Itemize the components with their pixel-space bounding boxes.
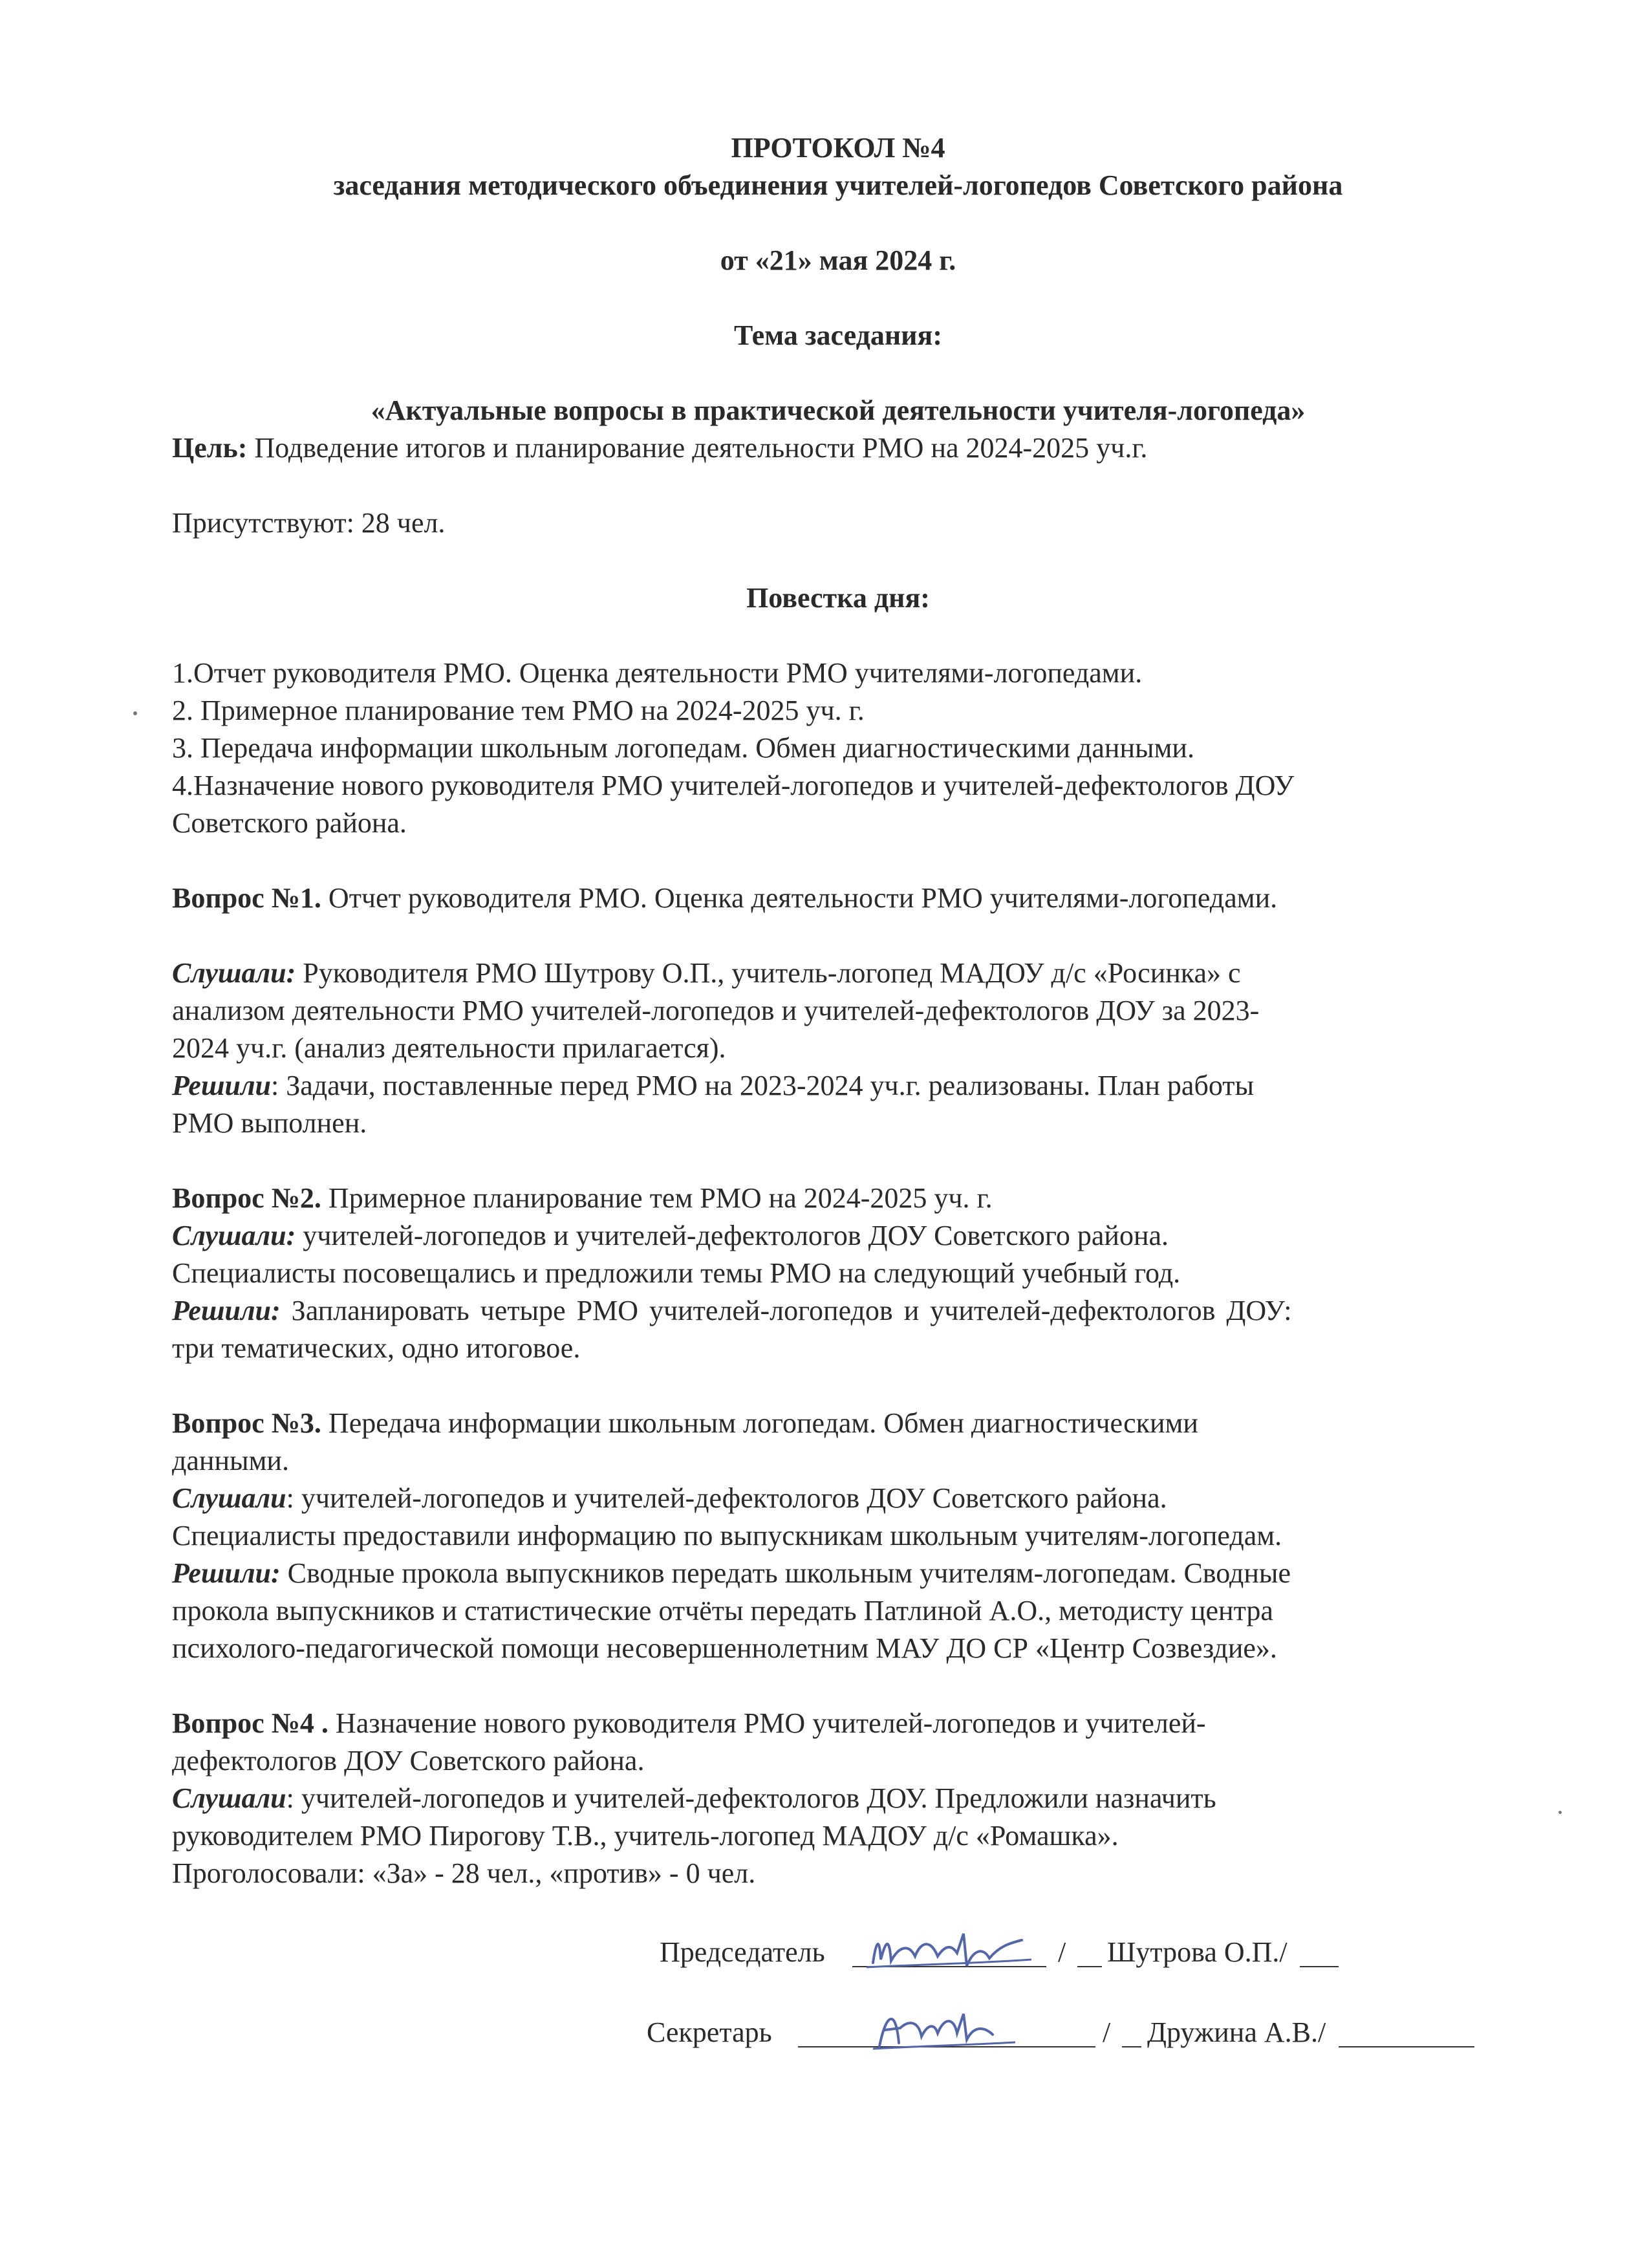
decided-text: прокола выпускников и статистические отчёты передать Патлиной А.О., методисту центра [172, 1595, 1273, 1626]
heard-text: учителей-логопедов и учителей-дефектологов ДОУ Советского района. [296, 1220, 1169, 1251]
chair-role: Председатель [660, 1936, 825, 1968]
question-1-decided [172, 1067, 1504, 1105]
secretary-signature-row [647, 2014, 1513, 2072]
question-1-heading [172, 880, 1504, 917]
decided-label: Решили: [172, 1295, 281, 1326]
heard-text: Руководителя РМО Шутрову О.П., учитель-логопед МАДОУ д/с «Росинка» с [296, 957, 1241, 989]
chair-slash: / [1058, 1936, 1066, 1968]
question-1-label: Вопрос №1. [172, 882, 321, 914]
chair-name-line-end [1300, 1934, 1339, 1967]
agenda-item: 4.Назначение нового руководителя РМО учителей-логопедов и учителей-дефектологов ДОУ [172, 770, 1295, 801]
question-1-heard [172, 955, 1504, 992]
decided-text: три тематических, одно итоговое. [172, 1332, 581, 1364]
secretary-name-line [1122, 2014, 1141, 2047]
chair-signature-row [647, 1934, 1513, 1992]
heard-text: 2024 уч.г. (анализ деятельности прилагается). [172, 1032, 726, 1064]
heard-text: : учителей-логопедов и учителей-дефектологов ДОУ Советского района. [286, 1482, 1167, 1514]
theme-label: Тема заседания: [734, 319, 942, 351]
chair-name-line [1077, 1934, 1102, 1967]
heard-text: руководителем РМО Пирогову Т.В., учитель-логопед МАДОУ д/с «Ромашка». [172, 1820, 1119, 1852]
question-3-title: данными. [172, 1445, 289, 1476]
protocol-body [172, 129, 1504, 1892]
agenda-item: Советского района. [172, 807, 407, 839]
scan-speck [1558, 1811, 1562, 1814]
question-2-heard [172, 1217, 1504, 1255]
agenda-item: 3. Передача информации школьным логопедам. Обмен диагностическими данными. [172, 732, 1194, 764]
agenda-item: 2. Примерное планирование тем РМО на 2024-2025 уч. г. [172, 695, 865, 726]
question-2-title: Примерное планирование тем РМО на 2024-2025 уч. г. [321, 1182, 993, 1214]
question-3-decided [172, 1555, 1504, 1592]
heard-text: Специалисты предоставили информацию по выпускникам школьным учителям-логопедам. [172, 1520, 1282, 1551]
decided-label: Решили: [172, 1557, 281, 1589]
question-3-heading [172, 1405, 1504, 1442]
protocol-title: ПРОТОКОЛ №4 [731, 132, 945, 164]
secretary-role: Секретарь [647, 2016, 772, 2048]
question-3-title: Передача информации школьным логопедам. Обмен диагностическими [321, 1407, 1198, 1439]
question-2-heading [172, 1180, 1504, 1217]
question-4-heading [172, 1705, 1504, 1742]
decided-text: РМО выполнен. [172, 1107, 367, 1139]
question-3-label: Вопрос №3. [172, 1407, 321, 1439]
chair-signature-icon [860, 1921, 1041, 1979]
heard-label: Слушали [172, 1482, 286, 1514]
decided-text: : Задачи, поставленные перед РМО на 2023-2024 уч.г. реализованы. План работы [271, 1070, 1255, 1101]
protocol-subtitle: заседания методического объединения учителей-логопедов Советского района [333, 169, 1343, 201]
heard-label: Слушали: [172, 957, 296, 989]
decided-label: Решили [172, 1070, 271, 1101]
scan-speck [133, 711, 137, 715]
heard-text: анализом деятельности РМО учителей-логопедов и учителей-дефектологов ДОУ за 2023- [172, 995, 1260, 1026]
heard-label: Слушали [172, 1782, 286, 1814]
goal-text: Подведение итогов и планирование деятельности РМО на 2024-2025 уч.г. [247, 432, 1148, 464]
secretary-name-line-end [1339, 2014, 1474, 2047]
goal-label: Цель: [172, 432, 248, 464]
question-2-decided [172, 1292, 1504, 1330]
decided-text: Запланировать четыре РМО учителей-логопедов и учителей-дефектологов ДОУ: [280, 1295, 1292, 1326]
chair-name: Шутрова О.П./ [1107, 1936, 1288, 1968]
heard-text: : учителей-логопедов и учителей-дефектологов ДОУ. Предложили назначить [286, 1782, 1216, 1814]
theme-text: «Актуальные вопросы в практической деятельности учителя-логопеда» [371, 394, 1306, 426]
question-1-title: Отчет руководителя РМО. Оценка деятельности РМО учителями-логопедами. [321, 882, 1278, 914]
secretary-slash: / [1103, 2016, 1111, 2048]
decided-text: психолого-педагогической помощи несовершеннолетним МАУ ДО СР «Центр Созвездие». [172, 1632, 1277, 1664]
question-4-title: дефектологов ДОУ Советского района. [172, 1745, 645, 1777]
protocol-date: от «21» мая 2024 г. [720, 244, 956, 276]
question-2-label: Вопрос №2. [172, 1182, 321, 1214]
secretary-name: Дружина А.В./ [1147, 2016, 1326, 2048]
signature-block [647, 1934, 1513, 2072]
agenda-item: 1.Отчет руководителя РМО. Оценка деятельности РМО учителями-логопедами. [172, 657, 1143, 689]
heard-label: Слушали: [172, 1220, 296, 1251]
question-4-heard [172, 1780, 1504, 1817]
attendance: Присутствуют: 28 чел. [172, 507, 446, 539]
question-3-heard [172, 1480, 1504, 1517]
secretary-signature-icon [860, 2001, 1028, 2059]
question-4-title: Назначение нового руководителя РМО учителей-логопедов и учителей- [328, 1707, 1206, 1739]
agenda-title: Повестка дня: [746, 582, 930, 614]
decided-text: Сводные прокола выпускников передать школьным учителям-логопедам. Сводные [280, 1557, 1291, 1589]
goal-line [172, 429, 1504, 467]
vote-result: Проголосовали: «За» - 28 чел., «против» - 0 чел. [172, 1857, 756, 1889]
heard-text: Специалисты посовещались и предложили темы РМО на следующий учебный год. [172, 1257, 1181, 1289]
question-4-label: Вопрос №4 . [172, 1707, 329, 1739]
